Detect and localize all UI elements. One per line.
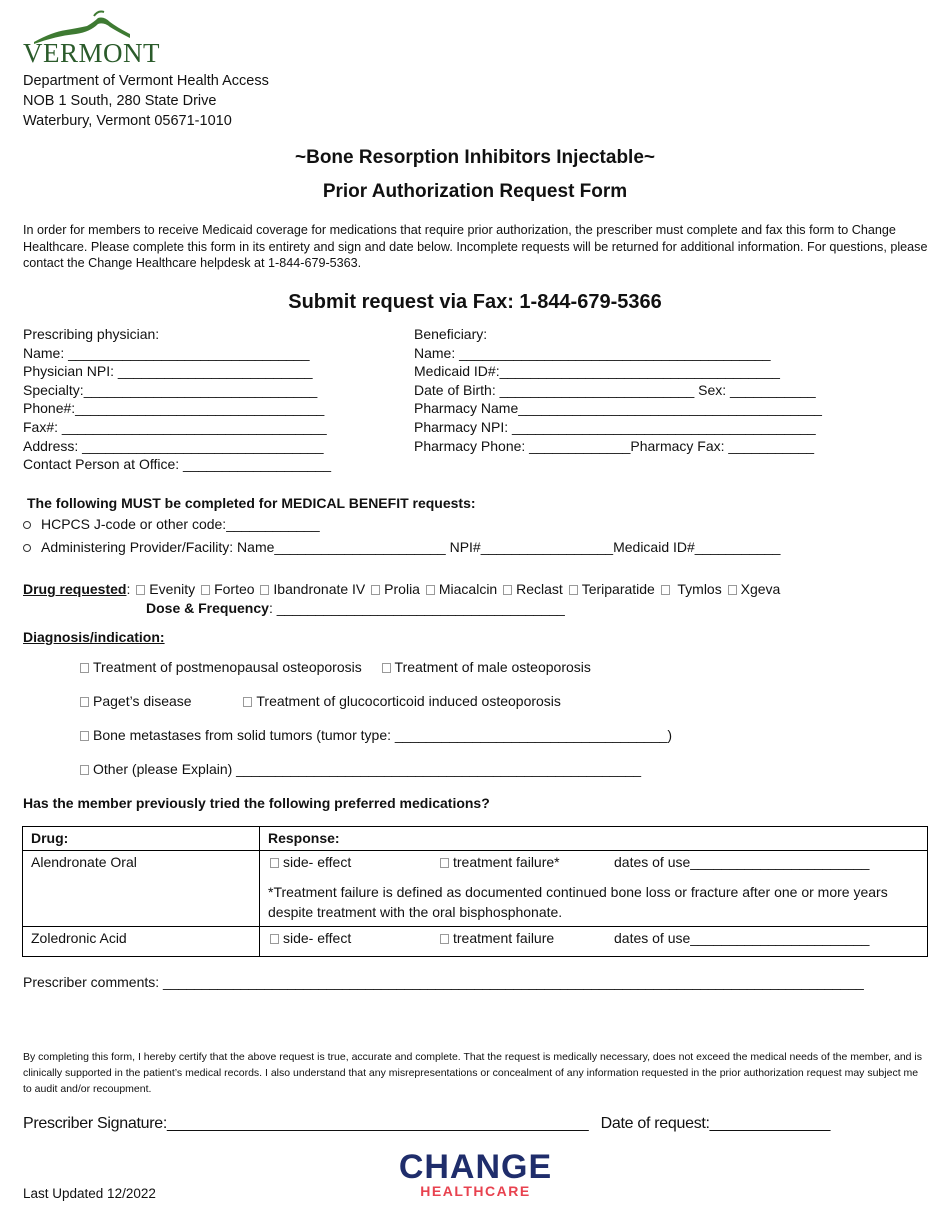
prescriber-fax-field[interactable]: Fax#: __________________________________ — [23, 418, 327, 435]
pharmacy-name-field[interactable]: Pharmacy Name_______________________________________ — [414, 400, 822, 417]
dose-frequency-label: Dose & Frequency — [146, 600, 269, 616]
checkbox-icon[interactable] — [270, 934, 279, 944]
treatment-failure-label: treatment failure — [453, 930, 555, 946]
beneficiary-section — [414, 325, 822, 455]
drug-option[interactable] — [659, 581, 726, 597]
hcpcs-field[interactable] — [23, 515, 320, 534]
drug-requested-row — [23, 580, 780, 599]
checkbox-icon[interactable] — [80, 765, 89, 775]
checkbox-icon[interactable] — [80, 697, 89, 707]
drug-options — [134, 581, 780, 597]
prescriber-header: Prescribing physician: — [23, 326, 160, 342]
side-effect-label: side- effect — [283, 930, 352, 946]
signature-row — [23, 1115, 830, 1133]
checkbox-icon[interactable] — [270, 858, 279, 868]
drug-option-label: Reclast — [516, 581, 563, 597]
treatment-failure-footnote: *Treatment failure is defined as documented continued bone loss or fracture after one or more years despite treatment with the oral bisphosphonate. — [268, 884, 888, 920]
change-healthcare-logo — [393, 1148, 558, 1199]
side-effect-label: side- effect — [283, 854, 352, 870]
checkbox-icon[interactable] — [440, 934, 449, 944]
drug-option[interactable] — [134, 581, 199, 597]
medicaid-id-field[interactable]: Medicaid ID#:____________________________________ — [414, 363, 780, 380]
checkbox-icon[interactable] — [569, 585, 578, 595]
address-line: Waterbury, Vermont 05671-1010 — [23, 113, 232, 129]
prescriber-name-field[interactable]: Name: _______________________________ — [23, 344, 310, 361]
pharmacy-phone-fax-field[interactable]: Pharmacy Phone: _____________Pharmacy Fax: ___________ — [414, 437, 815, 454]
address-line: Department of Vermont Health Access — [23, 73, 269, 89]
administering-provider-field[interactable] — [23, 538, 780, 557]
last-updated: Last Updated 12/2022 — [23, 1186, 156, 1201]
diagnosis-header: Diagnosis/indication: — [23, 629, 165, 645]
drug-cell: Alendronate Oral — [23, 851, 260, 927]
checkbox-icon[interactable] — [426, 585, 435, 595]
gluco-option[interactable] — [241, 693, 561, 709]
response-cell — [260, 851, 928, 927]
postmeno-label: Treatment of postmenopausal osteoporosis — [93, 659, 362, 675]
checkbox-icon[interactable] — [201, 585, 210, 595]
administering-provider-label: Administering Provider/Facility: Name______________________ NPI#_________________Medicaid ID#___________ — [41, 539, 781, 555]
drug-option[interactable] — [424, 581, 501, 597]
checkbox-icon[interactable] — [80, 731, 89, 741]
prescriber-comments-field[interactable]: Prescriber comments: __________________________________________________________________________________________ — [23, 974, 864, 990]
treatment-failure-label: treatment failure* — [453, 854, 560, 870]
bone-mets-option[interactable] — [78, 726, 672, 745]
preferred-meds-table — [22, 826, 928, 957]
beneficiary-name-field[interactable]: Name: ________________________________________ — [414, 344, 771, 361]
pharmacy-npi-field[interactable]: Pharmacy NPI: _______________________________________ — [414, 418, 816, 435]
prescriber-signature-field[interactable]: Prescriber Signature:_________________________________________________ — [23, 1115, 589, 1132]
dates-of-use-field[interactable]: dates of use_______________________ — [614, 930, 870, 946]
drug-option-label: Evenity — [149, 581, 196, 597]
preferred-meds-question: Has the member previously tried the following preferred medications? — [23, 795, 490, 811]
medical-benefit-header: The following MUST be completed for MEDICAL BENEFIT requests: — [27, 495, 476, 511]
table-row — [23, 851, 928, 927]
bone-mets-label: Bone metastases from solid tumors (tumor type: ___________________________________) — [93, 727, 673, 743]
checkbox-icon[interactable] — [243, 697, 252, 707]
other-diagnosis-label: Other (please Explain) ____________________________________________________ — [93, 761, 642, 777]
table-header-row — [23, 827, 928, 851]
checkbox-icon[interactable] — [371, 585, 380, 595]
checkbox-icon[interactable] — [661, 585, 670, 595]
address-line: NOB 1 South, 280 State Drive — [23, 93, 217, 109]
prescriber-npi-field[interactable]: Physician NPI: _________________________ — [23, 363, 313, 380]
logo-wordmark: VERMONT — [23, 38, 160, 68]
paget-label: Paget’s disease — [93, 693, 192, 709]
certification-text: By completing this form, I hereby certify that the above request is true, accurate and complete. That the request is medically necessary, does not exceed the medical needs of the member, and is clinically supported in the patient’s medical records. I also understand that any misrepresentations or concealment of any information requested in the prior authorization request may subject me to audit and/or recoupment. — [23, 1051, 923, 1095]
drug-option-label: Teriparatide — [581, 581, 655, 597]
drug-option[interactable] — [199, 581, 258, 597]
diagnosis-row-2 — [78, 692, 561, 711]
diagnosis-row-1 — [78, 658, 591, 677]
drug-option[interactable] — [501, 581, 567, 597]
checkbox-icon[interactable] — [503, 585, 512, 595]
date-of-request-field[interactable]: Date of request:______________ — [600, 1115, 831, 1132]
prescriber-phone-field[interactable]: Phone#:________________________________ — [23, 400, 325, 417]
checkbox-icon[interactable] — [382, 663, 391, 673]
other-diagnosis-option[interactable] — [78, 760, 641, 779]
drug-option-label: Forteo — [214, 581, 255, 597]
bullet-icon — [23, 544, 31, 552]
drug-option-label: Prolia — [384, 581, 420, 597]
drug-option-label: Tymlos — [673, 581, 722, 597]
drug-option-label: Miacalcin — [438, 581, 498, 597]
agency-address — [23, 71, 269, 131]
paget-option[interactable] — [78, 693, 192, 709]
beneficiary-header: Beneficiary: — [414, 326, 488, 342]
postmeno-option[interactable] — [78, 659, 362, 675]
intro-paragraph: In order for members to receive Medicaid coverage for medications that require prior authorization, the prescriber must complete and fax this form to Change Healthcare. Please complete this form in its entirety and sign and date below. Incomplete requests will be returned for additional information. For questions, please contact the Change Healthcare helpdesk at 1-844-679-5363. — [23, 223, 928, 270]
checkbox-icon[interactable] — [728, 585, 737, 595]
drug-cell: Zoledronic Acid — [23, 927, 260, 957]
treatment-failure-option[interactable] — [438, 854, 614, 870]
checkbox-icon[interactable] — [136, 585, 145, 595]
fax-instruction: Submit request via Fax: 1-844-679-5366 — [288, 291, 662, 313]
drug-requested-label: Drug requested — [23, 581, 127, 597]
gluco-label: Treatment of glucocorticoid induced osteoporosis — [256, 693, 561, 709]
form-title: ~Bone Resorption Inhibitors Injectable~ — [295, 147, 655, 168]
prescriber-specialty-field[interactable]: Specialty:______________________________ — [23, 381, 318, 398]
col-response-header: Response: — [260, 827, 928, 851]
contact-person-field[interactable]: Contact Person at Office: ___________________ — [23, 456, 331, 473]
drug-option[interactable] — [567, 581, 659, 597]
dose-frequency-line: : _____________________________________ — [268, 600, 565, 616]
col-drug-header: Drug: — [23, 827, 260, 851]
brand-subtitle: HEALTHCARE — [420, 1183, 531, 1199]
table-row — [23, 927, 928, 957]
checkbox-icon[interactable] — [440, 858, 449, 868]
side-effect-option[interactable] — [268, 854, 438, 870]
drug-requested-colon: : — [126, 581, 131, 597]
male-osteo-option[interactable] — [380, 659, 591, 675]
drug-option-label: Ibandronate IV — [273, 581, 366, 597]
dose-frequency-row[interactable] — [146, 599, 565, 618]
drug-option[interactable] — [369, 581, 424, 597]
brand-wordmark: CHANGE — [398, 1148, 553, 1186]
dates-of-use-field[interactable]: dates of use_______________________ — [614, 854, 870, 870]
prescriber-section — [23, 325, 331, 474]
response-cell — [260, 927, 928, 957]
hcpcs-label: HCPCS J-code or other code:____________ — [41, 516, 320, 532]
drug-option-label: Xgeva — [740, 581, 781, 597]
bullet-icon — [23, 521, 31, 529]
prescriber-address-field[interactable]: Address: _______________________________ — [23, 437, 324, 454]
checkbox-icon[interactable] — [260, 585, 269, 595]
checkbox-icon[interactable] — [80, 663, 89, 673]
form-subtitle: Prior Authorization Request Form — [322, 181, 628, 202]
drug-option[interactable] — [258, 581, 369, 597]
drug-option[interactable] — [726, 581, 781, 597]
dob-sex-field[interactable]: Date of Birth: _________________________ Sex: ___________ — [414, 381, 816, 398]
male-osteo-label: Treatment of male osteoporosis — [394, 659, 591, 675]
side-effect-option[interactable] — [268, 930, 438, 946]
treatment-failure-option[interactable] — [438, 930, 614, 946]
